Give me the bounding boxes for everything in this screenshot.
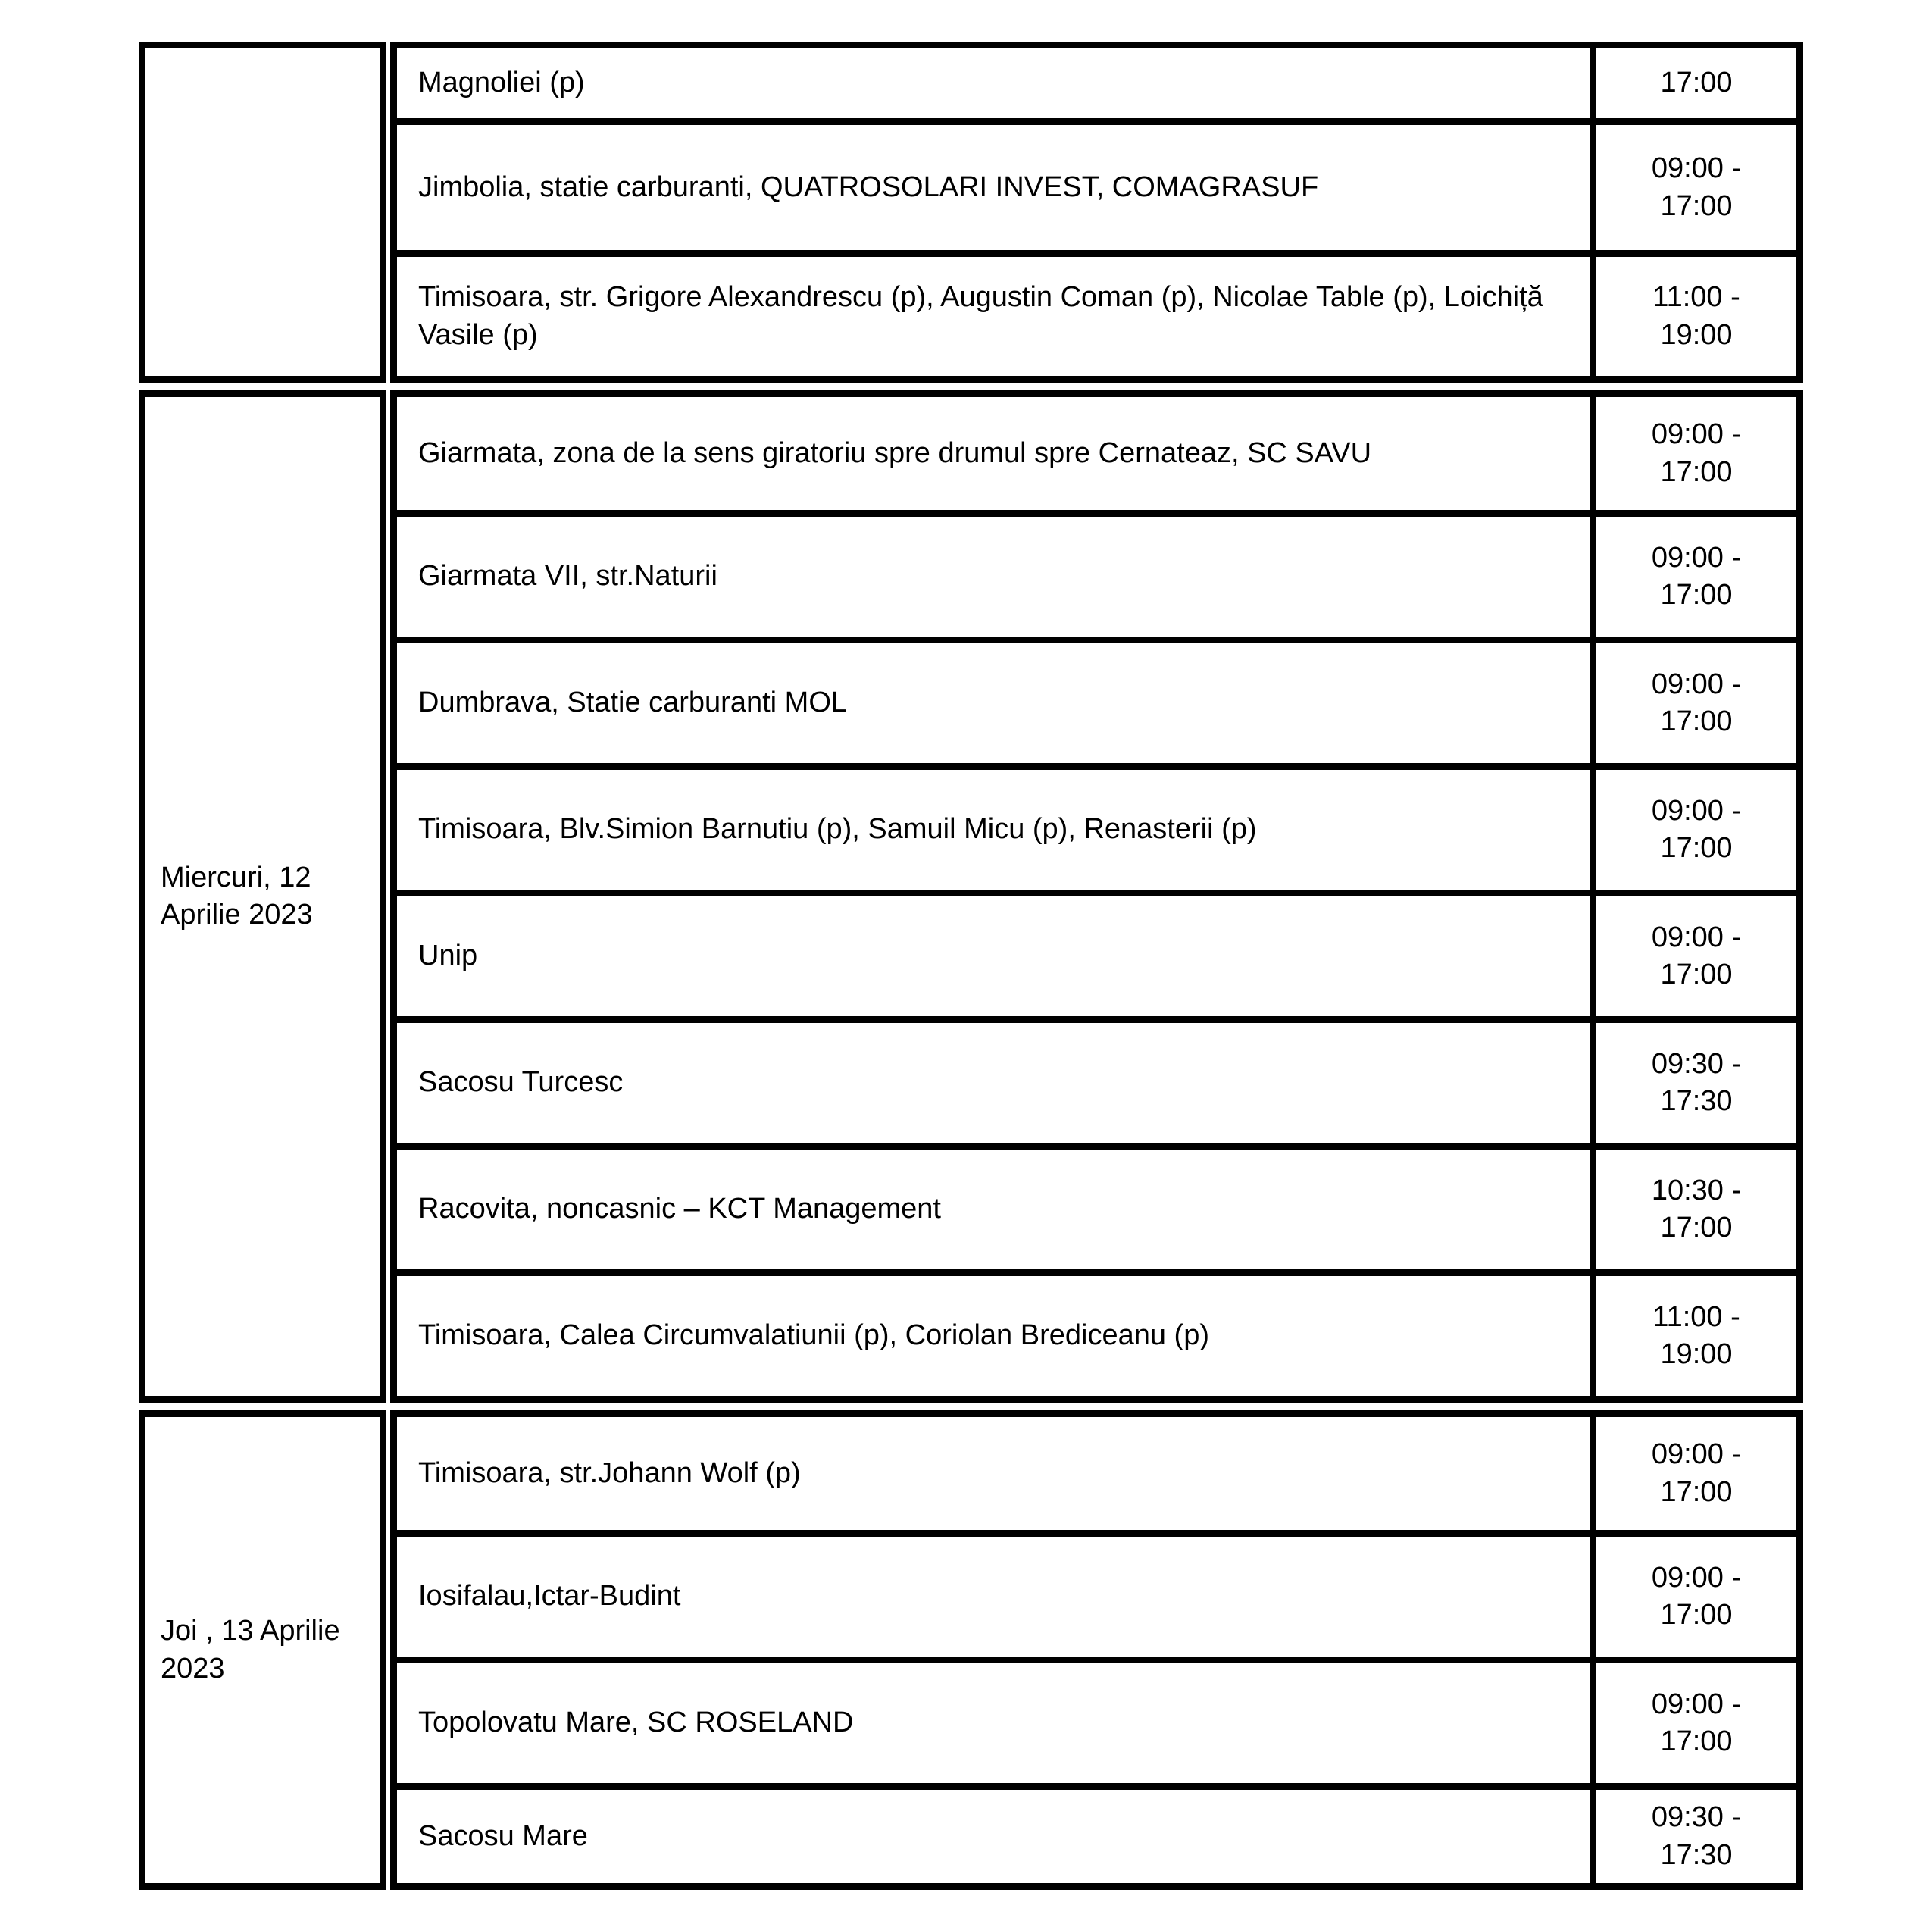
- location-cell: [397, 643, 1596, 763]
- location-cell: [397, 770, 1596, 890]
- time-cell: [1596, 1276, 1796, 1396]
- location-text: Sacosu Mare: [418, 1819, 588, 1852]
- time-line: 09:30 -: [1651, 1801, 1742, 1834]
- time-cell: [1596, 397, 1796, 510]
- table-row: [390, 896, 1803, 1023]
- time-line: 19:00: [1660, 318, 1733, 351]
- date-cell: [139, 1410, 386, 1890]
- table-row: [390, 643, 1803, 770]
- day-section: [139, 390, 1803, 1403]
- time-line: 11:00 -: [1652, 1300, 1740, 1333]
- location-text: Dumbrava, Statie carburanti MOL: [418, 687, 848, 719]
- location-cell: [397, 1417, 1596, 1530]
- table-row: [390, 1410, 1803, 1537]
- time-line: 17:00: [1660, 189, 1733, 222]
- time-line: 17:00: [1660, 1599, 1733, 1631]
- time-cell: [1596, 770, 1796, 890]
- date-cell: [139, 390, 386, 1403]
- time-cell: [1596, 1150, 1796, 1269]
- location-cell: [397, 1663, 1596, 1783]
- time-line: 09:00 -: [1651, 921, 1742, 953]
- day-section: [139, 42, 1803, 383]
- time-line: 09:00 -: [1651, 541, 1742, 574]
- time-line: 17:00: [1660, 1725, 1733, 1757]
- time-cell: [1596, 1417, 1796, 1530]
- time-cell: [1596, 1537, 1796, 1657]
- time-line: 09:00 -: [1651, 1688, 1742, 1720]
- location-cell: [397, 397, 1596, 510]
- time-line: 17:00: [1660, 67, 1733, 99]
- time-line: 17:00: [1660, 579, 1733, 611]
- date-cell: [139, 42, 386, 383]
- time-cell: [1596, 1663, 1796, 1783]
- location-text: Timisoara, Blv.Simion Barnutiu (p), Samuil Micu (p), Renasterii (p): [418, 813, 1257, 846]
- time-cell: [1596, 48, 1796, 118]
- location-text: Giarmata, zona de la sens giratoriu spre drumul spre Cernateaz, SC SAVU: [418, 436, 1372, 469]
- time-line: 17:30: [1660, 1085, 1733, 1117]
- time-line: 09:00 -: [1651, 1561, 1742, 1594]
- table-row: [390, 1023, 1803, 1150]
- day-rows: [390, 1410, 1803, 1890]
- time-cell: [1596, 257, 1796, 376]
- time-line: 17:00: [1660, 959, 1733, 990]
- location-cell: [397, 1150, 1596, 1269]
- time-line: 19:00: [1660, 1338, 1733, 1370]
- time-line: 09:00 -: [1651, 668, 1742, 700]
- table-row: [390, 257, 1803, 383]
- time-line: 09:00 -: [1651, 1438, 1742, 1471]
- location-cell: [397, 517, 1596, 637]
- time-line: 09:30 -: [1651, 1047, 1742, 1080]
- location-text: Unip: [418, 940, 478, 972]
- table-row: [390, 125, 1803, 257]
- time-line: 17:00: [1660, 1212, 1733, 1244]
- location-text: Iosifalau,Ictar-Budint: [418, 1580, 681, 1613]
- table-row: [390, 1790, 1803, 1890]
- time-cell: [1596, 1790, 1796, 1883]
- location-cell: [397, 1537, 1596, 1657]
- location-cell: [397, 48, 1596, 118]
- location-cell: [397, 257, 1596, 376]
- location-text: Jimbolia, statie carburanti, QUATROSOLARI INVEST, COMAGRASUF: [418, 171, 1319, 203]
- location-cell: [397, 1023, 1596, 1143]
- outage-schedule-table: [139, 42, 1803, 1890]
- location-text: Timisoara, str.Johann Wolf (p): [418, 1456, 801, 1489]
- date-label: Miercuri, 12 Aprilie 2023: [161, 861, 313, 931]
- location-text: Racovita, noncasnic – KCT Management: [418, 1193, 941, 1225]
- time-line: 09:00 -: [1651, 152, 1742, 185]
- location-text: Giarmata VII, str.Naturii: [418, 560, 717, 593]
- location-cell: [397, 1276, 1596, 1396]
- day-section: [139, 1410, 1803, 1890]
- table-row: [390, 42, 1803, 125]
- location-text: Sacosu Turcesc: [418, 1066, 624, 1099]
- location-text: Timisoara, Calea Circumvalatiunii (p), Coriolan Brediceanu (p): [418, 1319, 1209, 1352]
- location-cell: [397, 1790, 1596, 1883]
- table-row: [390, 390, 1803, 517]
- table-row: [390, 1537, 1803, 1663]
- time-cell: [1596, 517, 1796, 637]
- time-line: 17:00: [1660, 455, 1733, 488]
- time-line: 17:30: [1660, 1838, 1733, 1871]
- table-row: [390, 1276, 1803, 1403]
- time-line: 17:00: [1660, 705, 1733, 737]
- time-line: 09:00 -: [1651, 794, 1742, 827]
- location-cell: [397, 896, 1596, 1016]
- time-line: 10:30 -: [1651, 1174, 1742, 1206]
- time-line: 11:00 -: [1652, 281, 1740, 314]
- table-row: [390, 770, 1803, 896]
- location-cell: [397, 125, 1596, 250]
- location-text: Magnoliei (p): [418, 67, 585, 99]
- time-cell: [1596, 125, 1796, 250]
- time-line: 17:00: [1660, 832, 1733, 864]
- time-line: 17:00: [1660, 1475, 1733, 1508]
- day-rows: [390, 390, 1803, 1403]
- time-cell: [1596, 643, 1796, 763]
- table-row: [390, 1150, 1803, 1276]
- table-row: [390, 517, 1803, 643]
- time-cell: [1596, 896, 1796, 1016]
- location-text: Topolovatu Mare, SC ROSELAND: [418, 1707, 854, 1739]
- location-text: Timisoara, str. Grigore Alexandrescu (p), Augustin Coman (p), Nicolae Table (p), Loichiță Vasile (p): [418, 281, 1543, 351]
- table-row: [390, 1663, 1803, 1790]
- time-cell: [1596, 1023, 1796, 1143]
- time-line: 09:00 -: [1651, 418, 1742, 451]
- day-rows: [390, 42, 1803, 383]
- date-label: Joi , 13 Aprilie 2023: [161, 1615, 340, 1685]
